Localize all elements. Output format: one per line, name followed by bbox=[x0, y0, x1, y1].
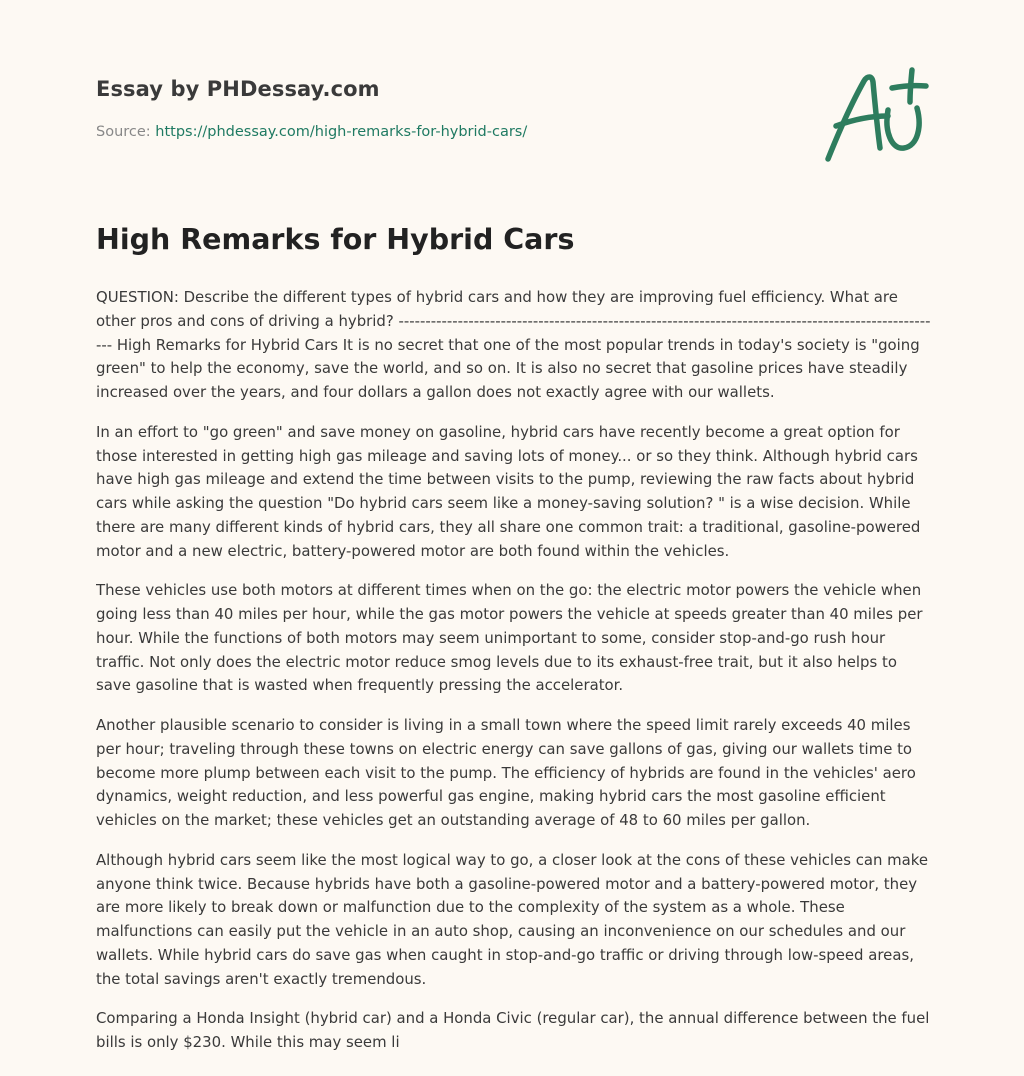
essay-paragraph: In an effort to "go green" and save money on gasoline, hybrid cars have recently become a great option for those interested in getting high gas mileage and saving lots of money... or so they think. Although hybrid cars have high gas mileage and extend the time between visits to the pump, reviewing the raw facts about hybrid cars while asking the question "Do hybrid cars seem like a money-saving solution? " is a wise decision. While there are many different kinds of hybrid cars, they all share one common trait: a traditional, gasoline-powered motor and a new electric, battery-powered motor are both found within the vehicles. bbox=[96, 422, 921, 560]
source-label: Source: bbox=[96, 124, 151, 140]
essay-title: High Remarks for Hybrid Cars bbox=[96, 223, 575, 256]
essay-paragraph: Comparing a Honda Insight (hybrid car) and a Honda Civic (regular car), the annual difference between the fuel bills is only $230. While this may seem li bbox=[96, 1009, 930, 1051]
brand-title: Essay by PHDessay.com bbox=[96, 77, 380, 101]
source-link[interactable]: https://phdessay.com/high-remarks-for-hybrid-cars/ bbox=[155, 124, 528, 140]
essay-paragraph: Although hybrid cars seem like the most logical way to go, a closer look at the cons of these vehicles can make anyone think twice. Because hybrids have both a gasoline-powered motor and a battery-powered motor, they are more likely to break down or malfunction due to the complexity of the system as a whole. These malfunctions can easily put the vehicle in an auto shop, causing an inconvenience on our schedules and our wallets. While hybrid cars do save gas when caught in stop-and-go traffic or driving through low-speed areas, the total savings aren't exactly tremendous. bbox=[96, 850, 929, 988]
essay-paragraph: QUESTION: Describe the different types of hybrid cars and how they are improving fuel efficiency. What are other pros and cons of driving a hybrid? ------------------------------------------------------------------------------------------------------ High Remarks for Hybrid Cars It is no secret that one of the most popular trends in today's society is "going green" to help the economy, save the world, and so on. It is also no secret that gasoline prices have steadily increased over the years, and four dollars a gallon does not exactly agree with our wallets. bbox=[96, 288, 931, 401]
a-plus-logo-icon bbox=[822, 66, 932, 166]
essay-paragraph: These vehicles use both motors at different times when on the go: the electric motor powers the vehicle when going less than 40 miles per hour, while the gas motor powers the vehicle at speeds greater than 40 miles per hour. While the functions of both motors may seem unimportant to some, consider stop-and-go rush hour traffic. Not only does the electric motor reduce smog levels due to its exhaust-free trait, but it also helps to save gasoline that is wasted when frequently pressing the accelerator. bbox=[96, 581, 923, 695]
essay-body bbox=[96, 286, 932, 1076]
source-line bbox=[96, 124, 527, 140]
essay-paragraph: Another plausible scenario to consider is living in a small town where the speed limit rarely exceeds 40 miles per hour; traveling through these towns on electric energy can save gallons of gas, giving our wallets time to become more plump between each visit to the pump. The efficiency of hybrids are found in the vehicles' aero dynamics, weight reduction, and less powerful gas engine, making hybrid cars the most gasoline efficient vehicles on the market; these vehicles get an outstanding average of 48 to 60 miles per gallon. bbox=[96, 716, 916, 829]
essay-page bbox=[96, 0, 932, 1076]
